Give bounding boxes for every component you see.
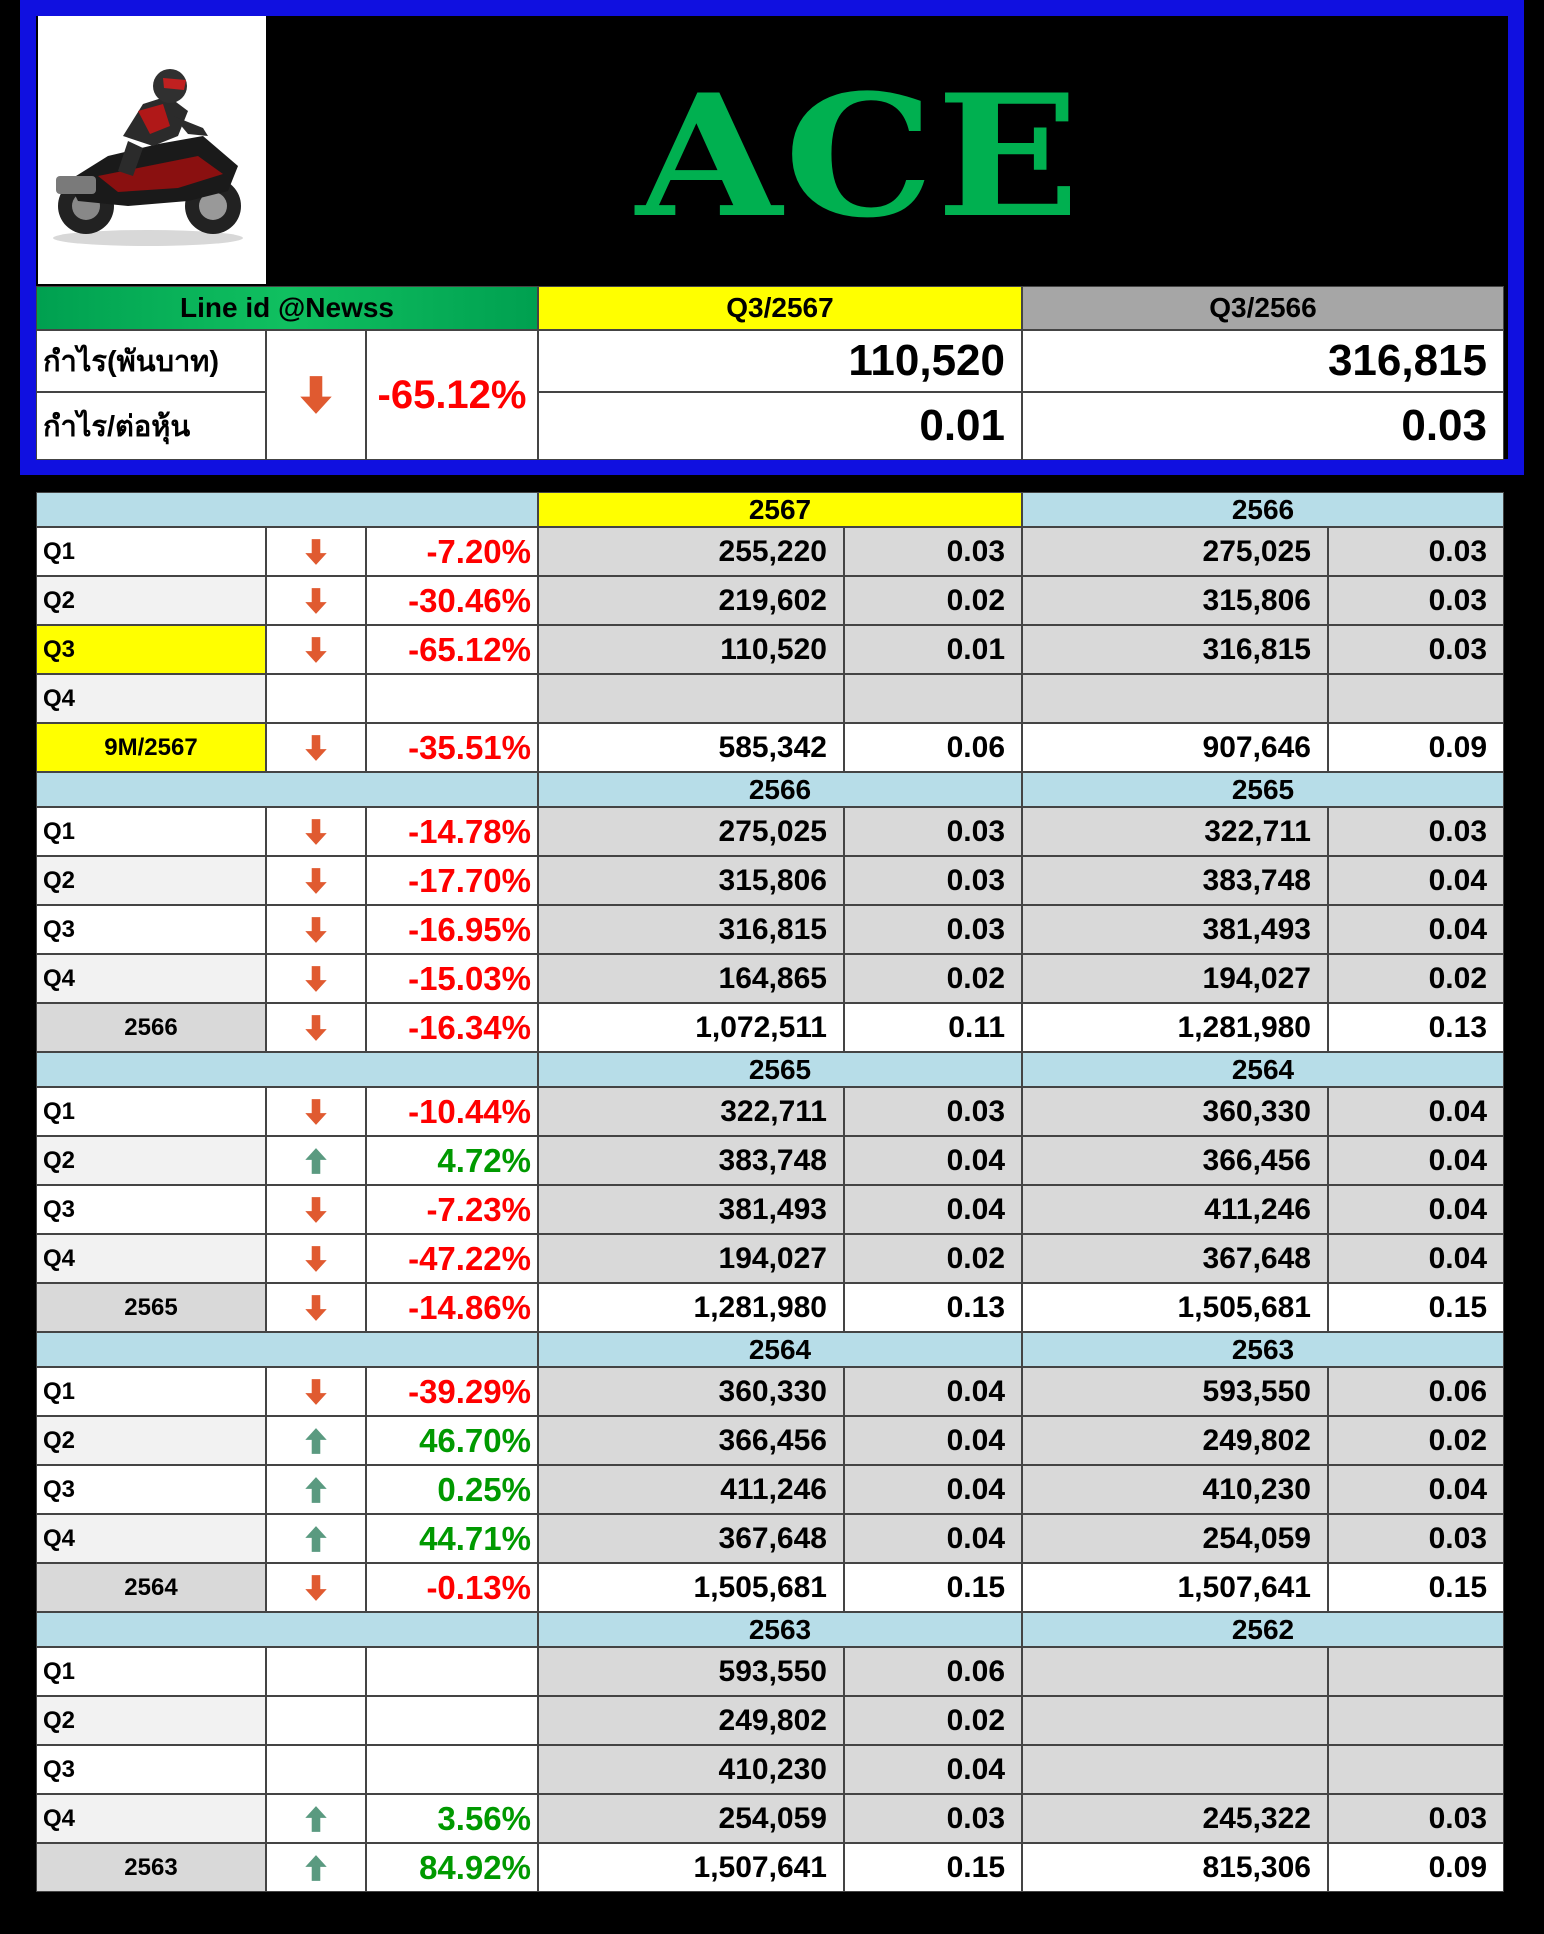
arrow-down-icon — [301, 1195, 331, 1225]
previous-eps: 0.04 — [1328, 1465, 1504, 1514]
change-percent: -16.95% — [366, 905, 538, 954]
current-eps: 0.04 — [844, 1367, 1022, 1416]
arrow-up-icon — [301, 1804, 331, 1834]
change-percent: -7.23% — [366, 1185, 538, 1234]
previous-eps: 0.03 — [1328, 1794, 1504, 1843]
change-percent — [366, 1647, 538, 1696]
previous-profit: 381,493 — [1022, 905, 1328, 954]
current-profit: 1,281,980 — [538, 1283, 844, 1332]
current-profit: 383,748 — [538, 1136, 844, 1185]
direction-arrow — [266, 856, 366, 905]
previous-profit — [1022, 674, 1328, 723]
current-profit: 164,865 — [538, 954, 844, 1003]
previous-profit: 593,550 — [1022, 1367, 1328, 1416]
quarter-label: Q3 — [36, 1745, 266, 1794]
direction-arrow — [266, 1647, 366, 1696]
current-profit: 367,648 — [538, 1514, 844, 1563]
direction-arrow — [266, 1003, 366, 1052]
current-eps: 0.04 — [844, 1745, 1022, 1794]
previous-profit: 249,802 — [1022, 1416, 1328, 1465]
previous-profit: 316,815 — [1022, 625, 1328, 674]
current-profit: 381,493 — [538, 1185, 844, 1234]
previous-eps: 0.09 — [1328, 723, 1504, 772]
quarter-label: Q2 — [36, 1696, 266, 1745]
stock-title: ACE — [636, 57, 1082, 255]
change-percent: -17.70% — [366, 856, 538, 905]
arrow-down-icon — [294, 373, 338, 417]
current-profit: 360,330 — [538, 1367, 844, 1416]
current-eps — [844, 674, 1022, 723]
quarter-label: Q2 — [36, 576, 266, 625]
profit-label: กำไร(พันบาท) — [36, 330, 266, 392]
previous-eps — [1328, 1647, 1504, 1696]
current-profit: 275,025 — [538, 807, 844, 856]
previous-eps: 0.02 — [1328, 954, 1504, 1003]
year-current-header: 2565 — [538, 1052, 1022, 1087]
current-profit: 219,602 — [538, 576, 844, 625]
arrow-down-icon — [301, 537, 331, 567]
previous-profit: 815,306 — [1022, 1843, 1328, 1892]
current-profit: 315,806 — [538, 856, 844, 905]
year-current-header: 2567 — [538, 492, 1022, 527]
change-percent: -16.34% — [366, 1003, 538, 1052]
previous-profit: 1,507,641 — [1022, 1563, 1328, 1612]
arrow-up-icon — [301, 1426, 331, 1456]
arrow-up-icon — [301, 1146, 331, 1176]
change-percent: 84.92% — [366, 1843, 538, 1892]
previous-eps: 0.04 — [1328, 1136, 1504, 1185]
quarter-label: Q3 — [36, 625, 266, 674]
arrow-down-icon — [301, 1377, 331, 1407]
section-header-blank — [36, 492, 538, 527]
change-percent: -47.22% — [366, 1234, 538, 1283]
current-eps: 0.02 — [844, 1234, 1022, 1283]
quarter-label: Q1 — [36, 527, 266, 576]
previous-profit — [1022, 1696, 1328, 1745]
change-percent: 3.56% — [366, 1794, 538, 1843]
arrow-down-icon — [301, 635, 331, 665]
current-eps: 0.02 — [844, 954, 1022, 1003]
previous-eps: 0.03 — [1328, 807, 1504, 856]
motorcycle-rider-icon — [38, 16, 266, 284]
direction-arrow — [266, 625, 366, 674]
direction-arrow — [266, 1745, 366, 1794]
arrow-down-icon — [301, 586, 331, 616]
current-profit: 255,220 — [538, 527, 844, 576]
quarter-label: Q3 — [36, 905, 266, 954]
previous-profit: 410,230 — [1022, 1465, 1328, 1514]
previous-profit: 315,806 — [1022, 576, 1328, 625]
current-profit: 1,505,681 — [538, 1563, 844, 1612]
year-current-header: 2563 — [538, 1612, 1022, 1647]
year-current-header: 2564 — [538, 1332, 1022, 1367]
previous-eps: 0.15 — [1328, 1563, 1504, 1612]
previous-profit-value: 316,815 — [1022, 330, 1504, 392]
total-label: 2564 — [36, 1563, 266, 1612]
quarter-label: Q4 — [36, 954, 266, 1003]
current-profit-value: 110,520 — [538, 330, 1022, 392]
change-percent: -35.51% — [366, 723, 538, 772]
line-id-banner: Line id @Newss — [36, 286, 538, 330]
direction-arrow — [266, 576, 366, 625]
current-eps: 0.04 — [844, 1185, 1022, 1234]
current-profit — [538, 674, 844, 723]
arrow-down-icon — [301, 1573, 331, 1603]
current-eps: 0.03 — [844, 905, 1022, 954]
change-percent: -30.46% — [366, 576, 538, 625]
current-profit: 410,230 — [538, 1745, 844, 1794]
section-header-blank — [36, 1612, 538, 1647]
change-percent: 4.72% — [366, 1136, 538, 1185]
current-eps: 0.03 — [844, 527, 1022, 576]
previous-eps — [1328, 1745, 1504, 1794]
current-eps: 0.15 — [844, 1843, 1022, 1892]
change-percent — [366, 674, 538, 723]
arrow-down-icon — [301, 915, 331, 945]
arrow-down-icon — [301, 964, 331, 994]
current-profit: 316,815 — [538, 905, 844, 954]
change-percent: -10.44% — [366, 1087, 538, 1136]
current-profit: 366,456 — [538, 1416, 844, 1465]
quarter-label: Q4 — [36, 674, 266, 723]
previous-profit: 1,505,681 — [1022, 1283, 1328, 1332]
current-eps: 0.01 — [844, 625, 1022, 674]
current-eps: 0.03 — [844, 1087, 1022, 1136]
quarter-label: Q2 — [36, 1136, 266, 1185]
current-eps: 0.03 — [844, 856, 1022, 905]
direction-arrow — [266, 954, 366, 1003]
change-percent: -39.29% — [366, 1367, 538, 1416]
summary-change: -65.12% — [366, 330, 538, 460]
quarter-label: Q2 — [36, 856, 266, 905]
direction-arrow — [266, 1794, 366, 1843]
previous-eps — [1328, 674, 1504, 723]
change-percent — [366, 1696, 538, 1745]
change-percent: 44.71% — [366, 1514, 538, 1563]
previous-profit: 254,059 — [1022, 1514, 1328, 1563]
current-profit: 322,711 — [538, 1087, 844, 1136]
current-eps: 0.02 — [844, 1696, 1022, 1745]
current-profit: 254,059 — [538, 1794, 844, 1843]
direction-arrow — [266, 723, 366, 772]
arrow-up-icon — [301, 1475, 331, 1505]
quarter-label: Q1 — [36, 1087, 266, 1136]
change-percent: -14.86% — [366, 1283, 538, 1332]
direction-arrow — [266, 1696, 366, 1745]
quarter-label: Q3 — [36, 1185, 266, 1234]
section-header-blank — [36, 772, 538, 807]
change-percent — [366, 1745, 538, 1794]
current-eps: 0.04 — [844, 1465, 1022, 1514]
previous-profit: 194,027 — [1022, 954, 1328, 1003]
previous-profit: 275,025 — [1022, 527, 1328, 576]
year-previous-header: 2562 — [1022, 1612, 1504, 1647]
year-previous-header: 2563 — [1022, 1332, 1504, 1367]
quarter-label: Q2 — [36, 1416, 266, 1465]
quarter-label: Q1 — [36, 1647, 266, 1696]
previous-profit — [1022, 1647, 1328, 1696]
total-label: 2563 — [36, 1843, 266, 1892]
motorcycle-logo — [38, 16, 266, 284]
direction-arrow — [266, 674, 366, 723]
previous-eps-value: 0.03 — [1022, 392, 1504, 460]
current-eps: 0.06 — [844, 723, 1022, 772]
quarter-label: Q4 — [36, 1514, 266, 1563]
quarter-label: Q1 — [36, 807, 266, 856]
previous-profit: 1,281,980 — [1022, 1003, 1328, 1052]
current-eps: 0.03 — [844, 1794, 1022, 1843]
previous-profit: 411,246 — [1022, 1185, 1328, 1234]
direction-arrow — [266, 1514, 366, 1563]
previous-eps: 0.09 — [1328, 1843, 1504, 1892]
year-current-header: 2566 — [538, 772, 1022, 807]
arrow-up-icon — [301, 1524, 331, 1554]
current-eps: 0.04 — [844, 1416, 1022, 1465]
current-eps: 0.11 — [844, 1003, 1022, 1052]
current-eps: 0.15 — [844, 1563, 1022, 1612]
previous-profit — [1022, 1745, 1328, 1794]
previous-eps: 0.02 — [1328, 1416, 1504, 1465]
current-profit: 585,342 — [538, 723, 844, 772]
direction-arrow — [266, 905, 366, 954]
previous-eps: 0.04 — [1328, 1234, 1504, 1283]
total-label: 9M/2567 — [36, 723, 266, 772]
arrow-up-icon — [301, 1853, 331, 1883]
current-eps: 0.03 — [844, 807, 1022, 856]
previous-eps: 0.03 — [1328, 576, 1504, 625]
current-eps: 0.13 — [844, 1283, 1022, 1332]
current-profit: 1,507,641 — [538, 1843, 844, 1892]
total-label: 2566 — [36, 1003, 266, 1052]
previous-eps — [1328, 1696, 1504, 1745]
previous-profit: 367,648 — [1022, 1234, 1328, 1283]
total-label: 2565 — [36, 1283, 266, 1332]
current-eps: 0.06 — [844, 1647, 1022, 1696]
current-profit: 249,802 — [538, 1696, 844, 1745]
arrow-down-icon — [301, 1244, 331, 1274]
change-percent: -14.78% — [366, 807, 538, 856]
direction-arrow — [266, 1136, 366, 1185]
arrow-down-icon — [301, 866, 331, 896]
quarter-label: Q3 — [36, 1465, 266, 1514]
direction-arrow — [266, 1416, 366, 1465]
change-percent: -7.20% — [366, 527, 538, 576]
year-previous-header: 2564 — [1022, 1052, 1504, 1087]
current-profit: 593,550 — [538, 1647, 844, 1696]
previous-quarter-header: Q3/2566 — [1022, 286, 1504, 330]
previous-eps: 0.03 — [1328, 527, 1504, 576]
previous-profit: 322,711 — [1022, 807, 1328, 856]
year-previous-header: 2565 — [1022, 772, 1504, 807]
previous-eps: 0.04 — [1328, 856, 1504, 905]
previous-eps: 0.04 — [1328, 1185, 1504, 1234]
arrow-down-icon — [301, 733, 331, 763]
current-quarter-header: Q3/2567 — [538, 286, 1022, 330]
previous-eps: 0.04 — [1328, 1087, 1504, 1136]
year-previous-header: 2566 — [1022, 492, 1504, 527]
previous-profit: 383,748 — [1022, 856, 1328, 905]
arrow-down-icon — [301, 1013, 331, 1043]
section-header-blank — [36, 1332, 538, 1367]
direction-arrow — [266, 807, 366, 856]
arrow-down-icon — [301, 1293, 331, 1323]
change-percent: 46.70% — [366, 1416, 538, 1465]
previous-eps: 0.06 — [1328, 1367, 1504, 1416]
direction-arrow — [266, 1367, 366, 1416]
change-percent: -65.12% — [366, 625, 538, 674]
direction-arrow — [266, 1843, 366, 1892]
section-header-blank — [36, 1052, 538, 1087]
change-percent: -0.13% — [366, 1563, 538, 1612]
direction-arrow — [266, 1465, 366, 1514]
arrow-down-icon — [301, 817, 331, 847]
direction-arrow — [266, 1234, 366, 1283]
previous-eps: 0.13 — [1328, 1003, 1504, 1052]
current-eps: 0.04 — [844, 1136, 1022, 1185]
direction-arrow — [266, 1185, 366, 1234]
direction-arrow — [266, 1087, 366, 1136]
change-percent: 0.25% — [366, 1465, 538, 1514]
current-eps: 0.02 — [844, 576, 1022, 625]
current-eps: 0.04 — [844, 1514, 1022, 1563]
previous-eps: 0.03 — [1328, 1514, 1504, 1563]
current-profit: 110,520 — [538, 625, 844, 674]
current-profit: 1,072,511 — [538, 1003, 844, 1052]
previous-profit: 245,322 — [1022, 1794, 1328, 1843]
current-eps-value: 0.01 — [538, 392, 1022, 460]
previous-profit: 907,646 — [1022, 723, 1328, 772]
previous-profit: 360,330 — [1022, 1087, 1328, 1136]
quarter-label: Q1 — [36, 1367, 266, 1416]
direction-arrow — [266, 527, 366, 576]
direction-arrow — [266, 1283, 366, 1332]
previous-profit: 366,456 — [1022, 1136, 1328, 1185]
current-profit: 411,246 — [538, 1465, 844, 1514]
quarter-label: Q4 — [36, 1234, 266, 1283]
previous-eps: 0.15 — [1328, 1283, 1504, 1332]
direction-arrow — [266, 1563, 366, 1612]
previous-eps: 0.04 — [1328, 905, 1504, 954]
previous-eps: 0.03 — [1328, 625, 1504, 674]
quarter-label: Q4 — [36, 1794, 266, 1843]
change-percent: -15.03% — [366, 954, 538, 1003]
arrow-down-icon — [301, 1097, 331, 1127]
current-profit: 194,027 — [538, 1234, 844, 1283]
direction-arrow — [266, 330, 366, 460]
eps-label: กำไร/ต่อหุ้น — [36, 392, 266, 460]
